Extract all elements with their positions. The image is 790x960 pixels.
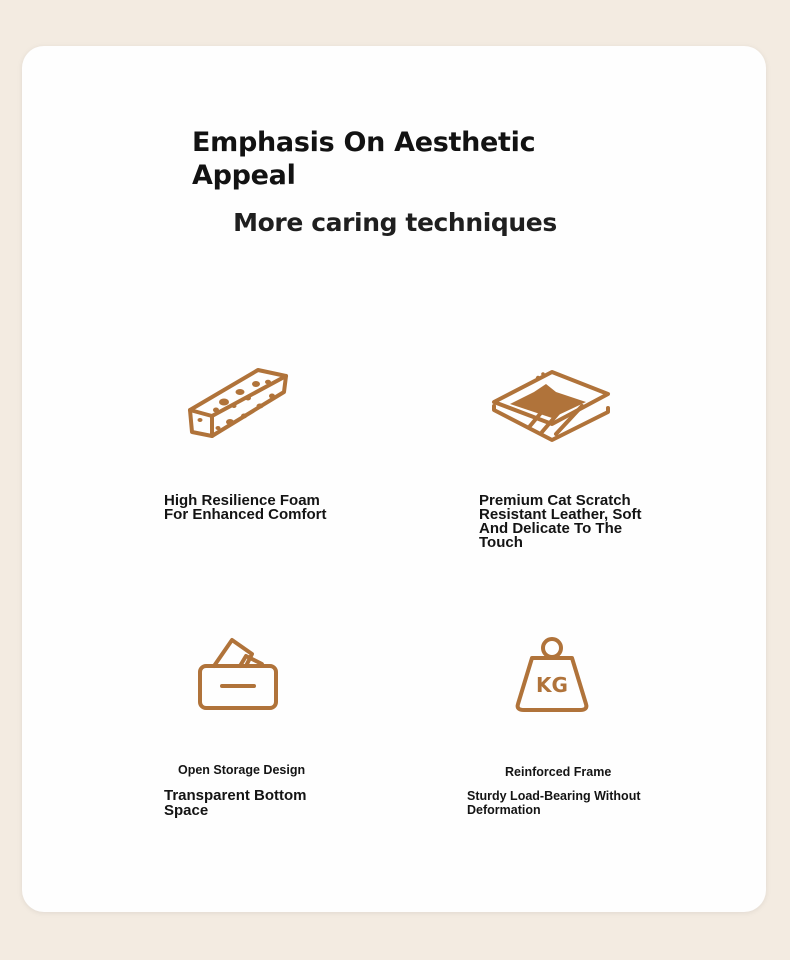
svg-text:KG: KG [536, 673, 568, 697]
feature-label-frame: Sturdy Load-Bearing Without Deformation [467, 789, 641, 817]
page-subtitle: More caring techniques [233, 208, 557, 237]
layered-leather-icon [490, 366, 614, 444]
storage-box-icon [196, 634, 280, 714]
feature-label-foam: High Resilience Foam For Enhanced Comfort [164, 492, 327, 523]
page-title: Emphasis On Aesthetic Appeal [192, 127, 536, 191]
kg-weight-icon [514, 634, 590, 716]
feature-label-leather: Premium Cat Scratch Resistant Leather, Soft And Delicate To The Touch [479, 492, 642, 551]
feature-caption-frame: Reinforced Frame [505, 765, 612, 779]
feature-caption-storage: Open Storage Design [178, 763, 306, 777]
feature-label-storage: Transparent Bottom Space [164, 787, 307, 819]
foam-sponge-icon [182, 362, 294, 446]
